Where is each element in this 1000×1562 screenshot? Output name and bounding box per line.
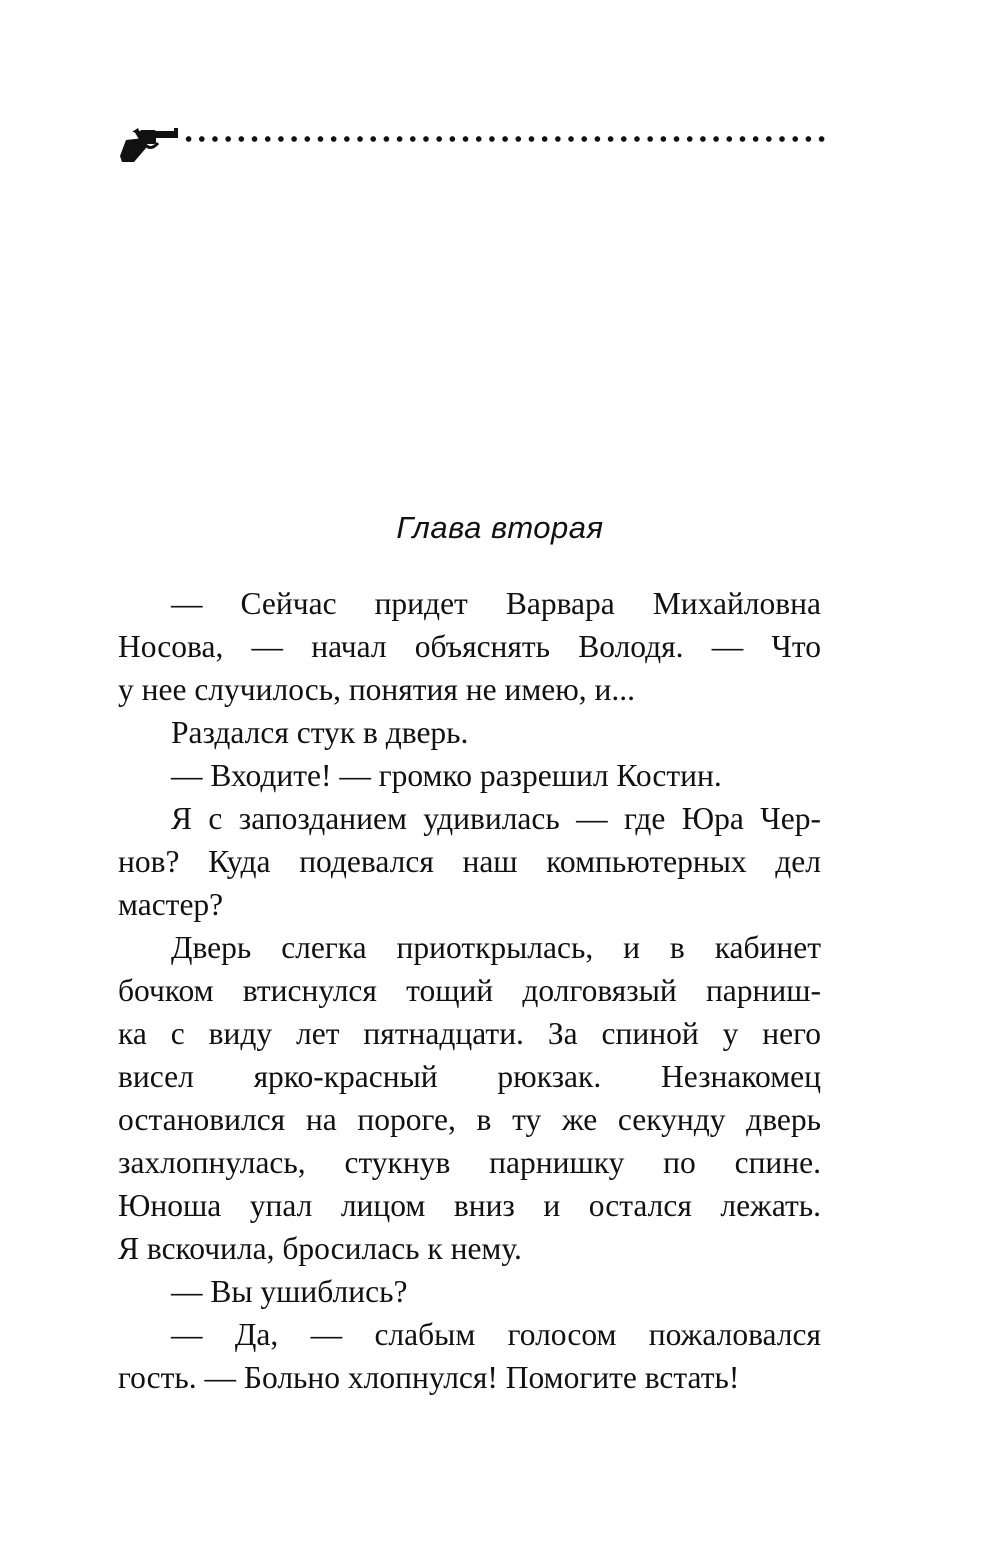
text-line: Дверь слегка приоткрылась, и в кабинет <box>171 930 821 965</box>
text-line: бочком втиснулся тощий долговязый парниш- <box>118 973 821 1008</box>
text-line: Носова, — начал объяснять Володя. — Что <box>118 629 821 664</box>
dotted-rule <box>182 134 828 144</box>
text-line: остановился на пороге, в ту же секунду дверь <box>118 1102 821 1137</box>
chapter-title: Глава вторая <box>396 510 604 545</box>
text-line: висел ярко-красный рюкзак. Незнакомец <box>118 1059 821 1094</box>
text-line: у нее случилось, понятия не имею, и... <box>118 672 636 707</box>
text-line: гость. — Больно хлопнулся! Помогите встать! <box>118 1360 740 1395</box>
text-line: захлопнулась, стукнув парнишку по спине. <box>118 1145 821 1180</box>
text-line: Я вскочила, бросилась к нему. <box>118 1231 522 1266</box>
header-ornament <box>120 122 830 168</box>
text-line: — Да, — слабым голосом пожаловался <box>171 1317 821 1352</box>
text-line: Юноша упал лицом вниз и остался лежать. <box>118 1188 821 1223</box>
text-line: — Сейчас придет Варвара Михайловна <box>171 586 821 621</box>
text-line: — Входите! — громко разрешил Костин. <box>171 758 722 793</box>
text-line: ка с виду лет пятнадцати. За спиной у него <box>118 1016 821 1051</box>
text-line: нов? Куда подевался наш компьютерных дел <box>118 844 821 879</box>
text-line: — Вы ушиблись? <box>171 1274 408 1309</box>
text-line: Я с запозданием удивилась — где Юра Чер- <box>171 801 821 836</box>
body-text <box>118 582 821 1399</box>
revolver-icon <box>120 122 182 168</box>
text-line: мастер? <box>118 887 224 922</box>
text-line: Раздался стук в дверь. <box>171 715 469 750</box>
